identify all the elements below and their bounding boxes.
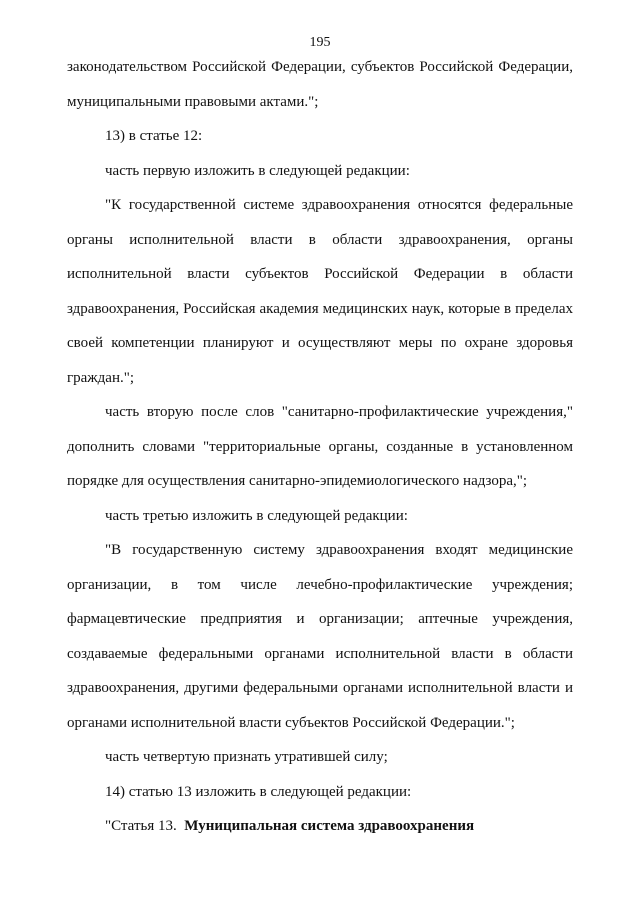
article-heading-title: Муниципальная система здравоохранения xyxy=(184,818,475,834)
paragraph-3: часть первую изложить в следующей редакции: xyxy=(105,162,410,179)
paragraph-6: часть третью изложить в следующей редакции: xyxy=(105,507,408,524)
paragraph-8: часть четвертую признать утратившей силу; xyxy=(105,749,388,765)
paragraph-9: 14) статью 13 изложить в следующей редакции: xyxy=(105,783,412,800)
paragraph-4: "К государственной системе здравоохранения относятся федеральные органы исполнительной власти в области здравоохранения, органы исполнительной власти субъектов Российской Федерации в области здравоохранения, Российская академия медицинских наук, которые в пределах своей компетенции планируют и осуществляют меры по охране здоровья граждан."; xyxy=(67,197,573,386)
document-body xyxy=(67,50,573,844)
paragraph-5: часть вторую после слов "санитарно-профилактические учреждения," дополнить словами "территориальные органы, созданные в установленном порядке для осуществления санитарно-эпидемиологического надзора,"; xyxy=(67,404,573,489)
paragraph-2: 13) в статье 12: xyxy=(105,128,203,144)
paragraph-1: законодательством Российской Федерации, субъектов Российской Федерации, муниципальными правовыми актами."; xyxy=(67,59,573,110)
page-number: 195 xyxy=(309,35,331,50)
article-heading xyxy=(67,809,573,844)
article-heading-prefix: "Статья 13. xyxy=(105,818,177,834)
paragraph-7: "В государственную систему здравоохранения входят медицинские организации, в том числе лечебно-профилактические учреждения; фармацевтические предприятия и организации; аптечные учреждения, создаваемые федеральными органами исполнительной власти в области здравоохранения, другими федеральными органами исполнительной власти и органами исполнительной власти субъектов Российской Федерации."; xyxy=(67,542,573,731)
